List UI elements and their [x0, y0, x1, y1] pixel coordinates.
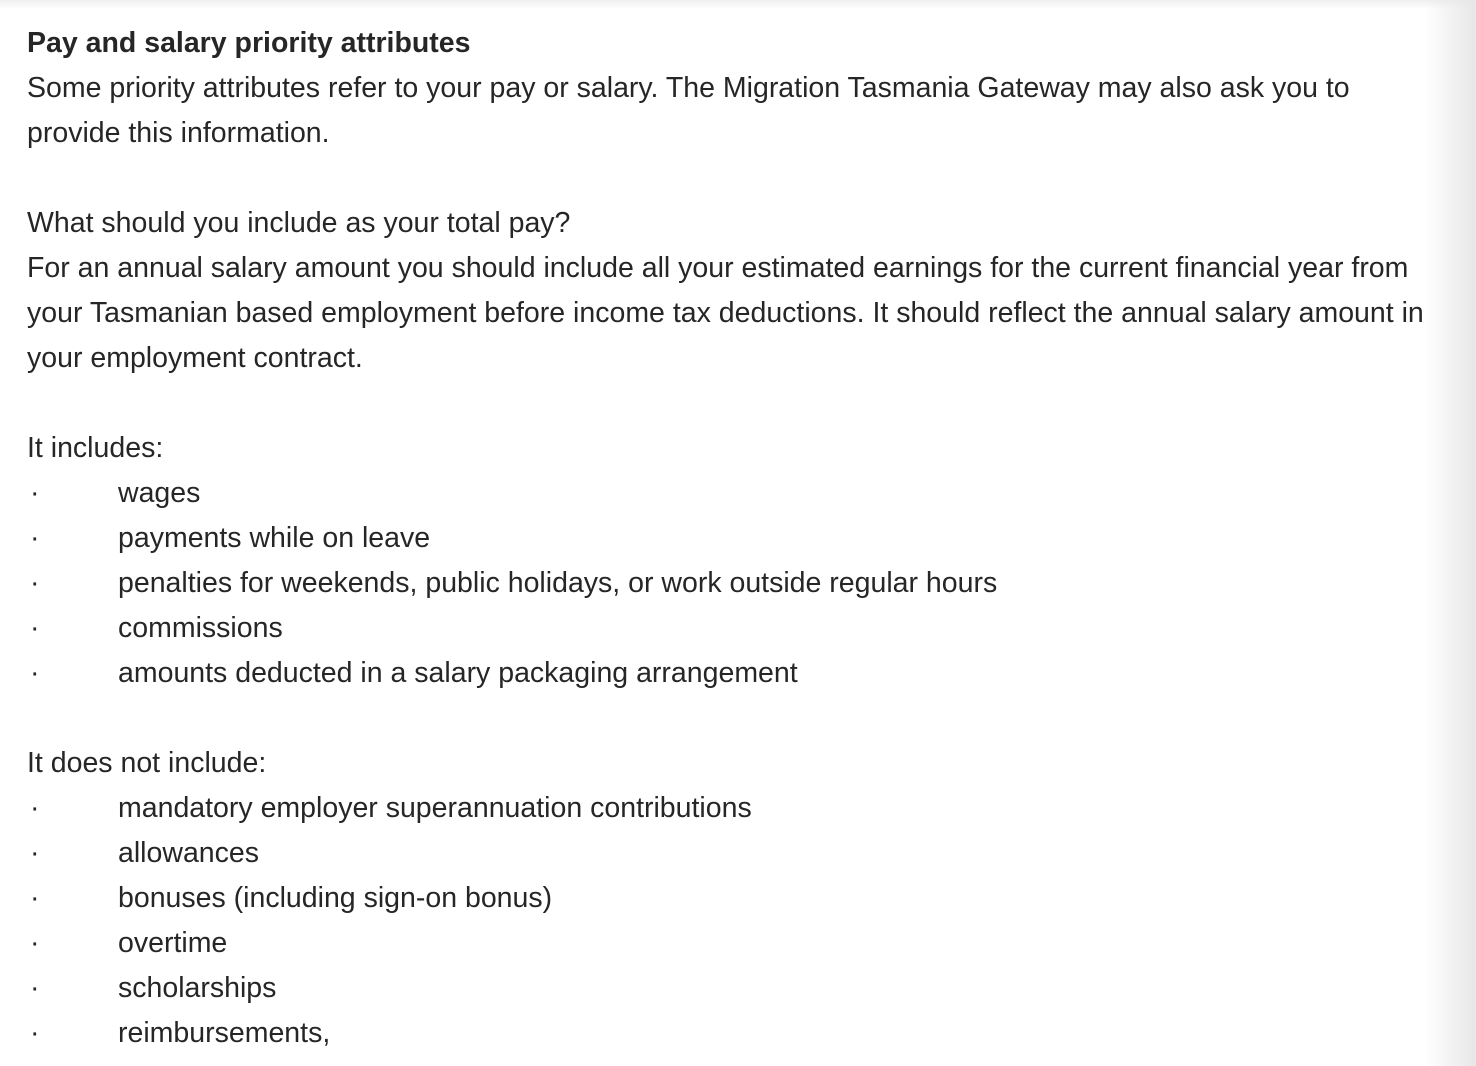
list-item-text: overtime	[118, 927, 228, 959]
list-item-text: amounts deducted in a salary packaging arrangement	[118, 657, 798, 689]
list-item	[27, 831, 1447, 876]
list-item-text: reimbursements,	[118, 1017, 331, 1049]
bullet-icon: ·	[30, 657, 40, 689]
bullet-icon: ·	[30, 1017, 40, 1049]
bullet-icon: ·	[30, 792, 40, 824]
list-item	[27, 921, 1447, 966]
list-item	[27, 651, 1447, 696]
list-item-text: commissions	[118, 612, 283, 644]
question-line: What should you include as your total pay?	[27, 207, 571, 239]
excludes-list	[27, 786, 1447, 1056]
list-item	[27, 786, 1447, 831]
list-item-text: bonuses (including sign-on bonus)	[118, 882, 553, 914]
includes-label: It includes:	[27, 432, 164, 464]
list-item-text: payments while on leave	[118, 522, 431, 554]
excludes-label: It does not include:	[27, 747, 267, 779]
bullet-icon: ·	[30, 612, 40, 644]
list-item-text: mandatory employer superannuation contributions	[118, 792, 752, 824]
page-title: Pay and salary priority attributes	[27, 27, 471, 59]
answer-paragraph: For an annual salary amount you should include all your estimated earnings for the current financial year from your Tasmanian based employment before income tax deductions. It should reflect the annual salary amount in your employment contract.	[27, 252, 1424, 374]
bullet-icon: ·	[30, 837, 40, 869]
bullet-icon: ·	[30, 477, 40, 509]
list-item	[27, 561, 1447, 606]
bullet-icon: ·	[30, 927, 40, 959]
list-item	[27, 966, 1447, 1011]
bullet-icon: ·	[30, 882, 40, 914]
list-item-text: scholarships	[118, 972, 277, 1004]
intro-paragraph: Some priority attributes refer to your pay or salary. The Migration Tasmania Gateway may also ask you to provide this information.	[27, 72, 1350, 149]
bullet-icon: ·	[30, 567, 40, 599]
list-item	[27, 876, 1447, 921]
bullet-icon: ·	[30, 972, 40, 1004]
list-item	[27, 606, 1447, 651]
includes-list	[27, 471, 1447, 696]
list-item-text: allowances	[118, 837, 259, 869]
list-item	[27, 1011, 1447, 1056]
bullet-icon: ·	[30, 522, 40, 554]
list-item-text: wages	[118, 477, 201, 509]
list-item	[27, 516, 1447, 561]
list-item-text: penalties for weekends, public holidays, or work outside regular hours	[118, 567, 998, 599]
list-item	[27, 471, 1447, 516]
